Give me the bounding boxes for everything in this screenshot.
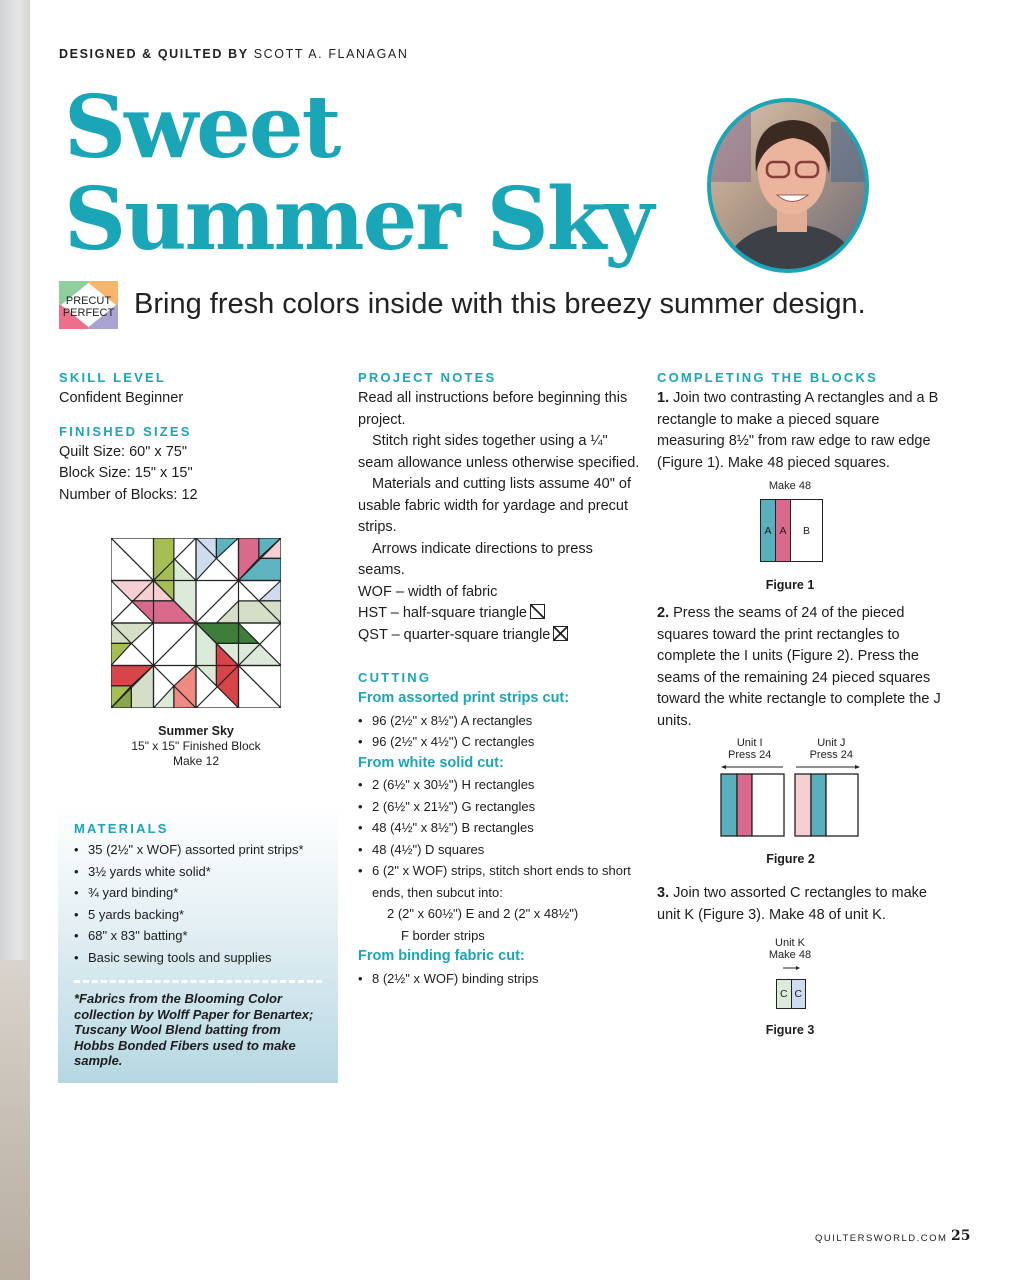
figure-2: [718, 737, 863, 866]
hst-icon: [530, 604, 545, 619]
quilt-size: Quilt Size: 60" x 75": [59, 443, 187, 460]
unit-j-label: [810, 737, 853, 761]
rectangle-a: A: [761, 500, 776, 561]
cutting-subitem: F border strips: [401, 927, 485, 943]
title-line-2: Summer Sky: [64, 169, 653, 270]
qst-icon: [553, 626, 568, 641]
rectangle-c: C: [792, 980, 806, 1008]
abbreviation-wof: WOF – width of fabric: [358, 583, 498, 600]
block-caption: [96, 724, 296, 769]
press-count: Press 24: [809, 749, 853, 761]
credit-label: DESIGNED & QUILTED BY: [59, 47, 249, 61]
materials-item: • 68" x 83" batting*: [74, 925, 322, 947]
page-title: [64, 77, 653, 270]
press-arrow-icon: [750, 962, 830, 974]
column-1: [59, 368, 329, 506]
press-count: Press 24: [728, 749, 772, 761]
materials-item: • 5 yards backing*: [74, 904, 322, 926]
unit-k: [776, 979, 806, 1009]
abbr-text: QST – quarter-square triangle: [358, 626, 551, 643]
figure-1: [740, 480, 840, 592]
step-number: 2.: [657, 605, 670, 621]
fabric-note: *Fabrics from the Blooming Color collection by Wolff Paper for Benartex; Tuscany Wool Blend batting from Hobbs Bonded Fibers used to make sample.: [74, 991, 314, 1068]
page-number: 25: [951, 1228, 971, 1244]
block-size: Block Size: 15" x 15": [59, 465, 193, 481]
step-text: Press the seams of 24 of the pieced squares toward the print rectangles to complete the I units (Figure 2). Press the seams of the remaining 24 pieced squares toward the white rectangle to complete the J units.: [657, 605, 941, 729]
abbreviation-hst: [358, 603, 643, 625]
step-2: [657, 603, 942, 732]
units-diagram: [718, 761, 863, 837]
note-paragraph: Stitch right sides together using a ¼" seam allowance unless otherwise specified.: [358, 433, 640, 471]
step-text: Join two contrasting A rectangles and a B rectangle to make a pieced square measuring 8½" from raw edge to raw edge (Figure 1). Make 48 pieced squares.: [657, 390, 939, 471]
materials-item: • Basic sewing tools and supplies: [74, 947, 322, 969]
note-paragraph: Read all instructions before beginning this project.: [358, 390, 628, 428]
cutting-group-title: From white solid cut:: [358, 754, 504, 771]
tagline: Bring fresh colors inside with this breezy summer design.: [134, 288, 866, 320]
skill-level-value: Confident Beginner: [59, 390, 184, 406]
cutting-item: • 6 (2" x WOF) strips, stitch short ends to short ends, then subcut into:: [358, 860, 643, 903]
step-number: 3.: [657, 885, 670, 901]
precut-perfect-logo: [59, 281, 118, 329]
skill-level-heading: SKILL LEVEL: [59, 370, 167, 385]
designer-photo: [707, 98, 869, 273]
step-text: Join two assorted C rectangles to make unit K (Figure 3). Make 48 of unit K.: [657, 885, 927, 923]
cutting-item: • 48 (4½" x 8½") B rectangles: [358, 817, 643, 839]
column-3: [657, 368, 942, 474]
cutting-subitem: 2 (2" x 60½") E and 2 (2" x 48½"): [387, 906, 579, 921]
column-2: [358, 368, 643, 989]
block-make-count: Make 12: [172, 754, 220, 768]
title-line-1: Sweet: [64, 77, 340, 178]
step-1: [657, 388, 942, 474]
note-paragraph: Arrows indicate directions to press seams.: [358, 540, 593, 578]
background-floor: [0, 960, 30, 1280]
materials-item: • ¾ yard binding*: [74, 882, 322, 904]
pieced-square: [760, 499, 823, 562]
cutting-item: • 48 (4½") D squares: [358, 839, 643, 861]
unit-i-label: [728, 737, 771, 761]
abbr-text: HST – half-square triangle: [358, 605, 527, 621]
step-3: [657, 883, 947, 926]
rectangle-c: C: [777, 980, 792, 1008]
block-name: Summer Sky: [158, 724, 234, 738]
svg-text:PERFECT: PERFECT: [62, 307, 115, 319]
cutting-item: • 8 (2½" x WOF) binding strips: [358, 968, 643, 990]
cutting-item: • 2 (6½" x 30½") H rectangles: [358, 774, 643, 796]
materials-item: • 3½ yards white solid*: [74, 861, 322, 883]
summer-sky-block-diagram: [111, 538, 281, 708]
note-paragraph: Materials and cutting lists assume 40" of usable fabric width for yardage and precut strips.: [358, 476, 632, 535]
credit-name: SCOTT A. FLANAGAN: [253, 47, 409, 61]
rectangle-a: A: [776, 500, 791, 561]
materials-heading: MATERIALS: [74, 821, 169, 836]
footer-website: QUILTERSWORLD.COM: [815, 1233, 948, 1244]
designer-credit: [59, 47, 409, 61]
rectangle-b: B: [802, 524, 810, 537]
svg-text:PRECUT: PRECUT: [65, 295, 112, 307]
block-finished-size: 15" x 15" Finished Block: [131, 739, 261, 753]
unit-name: Unit J: [817, 737, 846, 749]
cutting-heading: CUTTING: [358, 670, 432, 685]
unit-k-make: Make 48: [768, 949, 812, 961]
cutting-item: • 96 (2½" x 4½") C rectangles: [358, 731, 643, 753]
dashed-divider: [74, 980, 322, 983]
figure-3-caption: Figure 3: [765, 1023, 815, 1037]
materials-box: [58, 805, 338, 1083]
cutting-item: • 2 (6½" x 21½") G rectangles: [358, 796, 643, 818]
completing-blocks-heading: COMPLETING THE BLOCKS: [657, 370, 878, 385]
unit-k-label: Unit K: [775, 937, 805, 949]
figure-2-caption: Figure 2: [766, 852, 815, 866]
cutting-group-title: From binding fabric cut:: [358, 948, 525, 964]
figure-1-caption: Figure 1: [765, 578, 815, 592]
finished-sizes-heading: FINISHED SIZES: [59, 423, 192, 439]
figure-1-make: Make 48: [768, 480, 812, 492]
step-number: 1.: [657, 390, 670, 406]
cutting-group-title: From assorted print strips cut:: [358, 690, 570, 706]
abbreviation-qst: [358, 625, 643, 647]
figure-3: [750, 937, 830, 1037]
number-of-blocks: Number of Blocks: 12: [59, 486, 198, 503]
unit-name: Unit I: [736, 737, 763, 749]
materials-item: • 35 (2½" x WOF) assorted print strips*: [74, 839, 322, 861]
cutting-item: • 96 (2½" x 8½") A rectangles: [358, 710, 643, 732]
project-notes-heading: PROJECT NOTES: [358, 370, 497, 385]
